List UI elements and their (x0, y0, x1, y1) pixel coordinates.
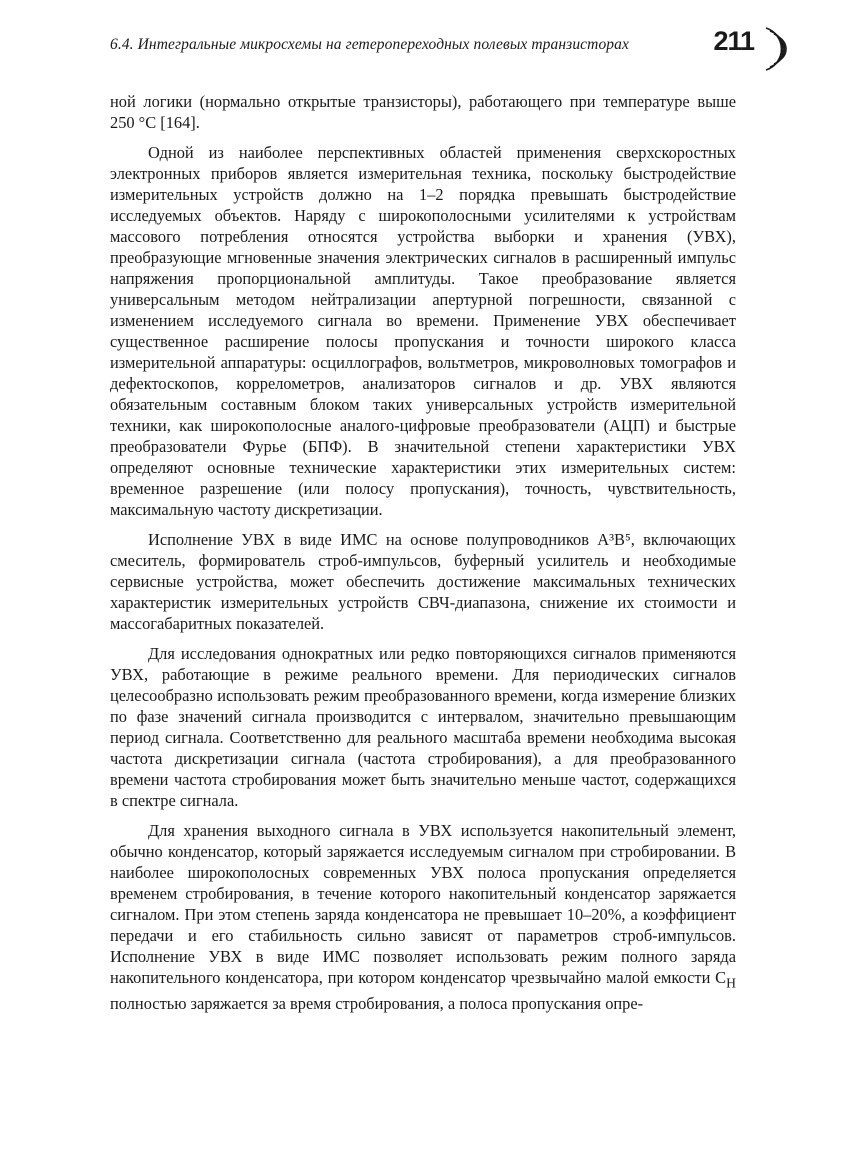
paragraph-1: ной логики (нормально открытые транзисторы), работающего при температуре выше 250 °С [164]. (110, 92, 736, 132)
page-number-ornament-icon (746, 22, 800, 76)
page-header (110, 26, 800, 66)
page-body (110, 91, 736, 1014)
paragraph-2: Одной из наиболее перспективных областей применения сверхскоростных электронных приборов является измерительная техника, поскольку быстродействие измерительных устройств должно на 1–2 порядка превышать быстродействие исследуемых объектов. Наряду с широкополосными усилителями к устройствам массового потребления относятся устройства выборки и хранения (УВХ), преобразующие мгновенные значения электрических сигналов в расширенный импульс напряжения пропорциональной амплитуды. Такое преобразование является универсальным методом нейтрализации апертурной погрешности, связанной с изменением исследуемого сигнала во времени. Применение УВХ обеспечивает существенное расширение полосы пропускания и точности широкого класса измерительной аппаратуры: осциллографов, вольтметров, микроволновых томографов и дефектоскопов, коррелометров, анализаторов сигналов и др. УВХ являются обязательным составным блоком таких универсальных устройств измерительной техники, как широкополосные аналого-цифровые преобразователи (АЦП) и быстрые преобразователи Фурье (БПФ). В значительной степени характеристики УВХ определяют основные технические характеристики этих измерительных систем: временное разрешение (или полосу пропускания), точность, чувствительность, максимальную частоту дискретизации. (110, 143, 736, 519)
paragraph-5: Для хранения выходного сигнала в УВХ используется накопительный элемент, обычно конденсатор, который заряжается исследуемым сигналом при стробировании. В наиболее широкополосных современных УВХ полоса пропускания определяется временем стробирования, в течение которого накопительный конденсатор заряжается сигналом. При этом степень заряда конденсатора не превышает 10–20%, а коэффициент передачи и его стабильность сильно зависят от параметров строб-импульсов. Исполнение УВХ в виде ИМС позволяет использовать режим полного заряда накопительного конденсатора, при котором конденсатор чрезвычайно малой емкости $C_H$ полностью заряжается за время стробирования, а полоса пропускания опре- (110, 821, 736, 1014)
running-title: 6.4. Интегральные микросхемы на гетеропереходных полевых транзисторах (110, 36, 629, 53)
page-number: 211 (713, 26, 754, 56)
paragraph-3: Исполнение УВХ в виде ИМС на основе полупроводников A³B⁵, включающих смеситель, формирователь строб-импульсов, буферный усилитель и необходимые сервисные устройства, может обеспечить достижение максимальных технических характеристик измерительных устройств СВЧ-диапазона, снижение их стоимости и массогабаритных показателей. (110, 530, 736, 633)
paragraph-4: Для исследования однократных или редко повторяющихся сигналов применяются УВХ, работающие в режиме реального времени. Для периодических сигналов целесообразно использовать режим преобразованного времени, когда измерение близких по фазе значений сигнала производится с интервалом, значительно превышающим период сигнала. Соответственно для реального масштаба времени необходима высокая частота дискретизации сигнала (частота стробирования), а для преобразованного времени частота стробирования может быть значительно меньше частот, содержащихся в спектре сигнала. (110, 644, 736, 810)
